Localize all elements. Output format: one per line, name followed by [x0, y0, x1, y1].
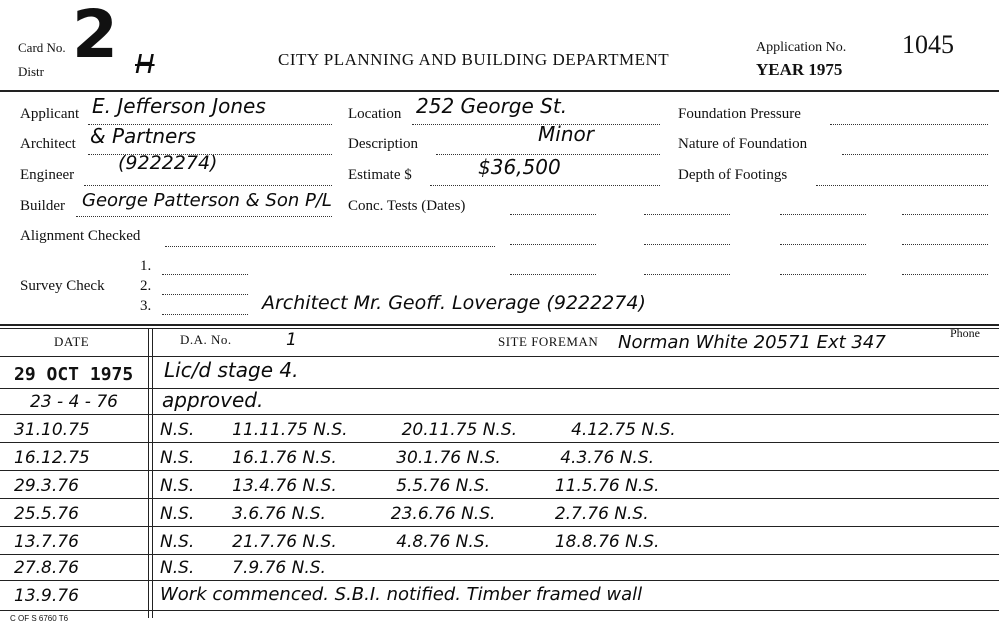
row-entry: N.S. 16.1.76 N.S. 30.1.76 N.S. 4.3.76 N.S. [160, 448, 655, 468]
site-foreman-value: Norman White 20571 Ext 347 [618, 332, 886, 353]
survey-1: 1. [140, 258, 152, 274]
survey-3: 3. [140, 298, 152, 314]
builder-label: Builder [20, 198, 65, 214]
log-top-rule-2 [0, 328, 999, 329]
row-date: 29.3.76 [14, 476, 79, 496]
applicant-label: Applicant [20, 106, 80, 122]
card-no-struck-value: H [135, 50, 155, 80]
da-no-value: 1 [286, 330, 297, 350]
location-value: 252 George St. [416, 94, 568, 118]
depth-footings-label: Depth of Footings [678, 167, 788, 183]
row-date: 25.5.76 [14, 504, 79, 524]
location-label: Location [348, 106, 402, 122]
row-date: 16.12.75 [14, 448, 90, 468]
log-date-divider [148, 328, 149, 618]
form-code: C OF S 6760 T6 [10, 614, 69, 623]
engineer-label: Engineer [20, 167, 75, 183]
row-date: 13.7.76 [14, 532, 79, 552]
application-no-value: 1045 [902, 30, 954, 59]
row-date: 13.9.76 [14, 586, 79, 606]
department-title: CITY PLANNING AND BUILDING DEPARTMENT [278, 50, 670, 69]
log-top-rule [0, 324, 999, 326]
alignment-label: Alignment Checked [20, 228, 141, 244]
year-label: YEAR 1975 [756, 60, 843, 79]
application-no-label: Application No. [756, 40, 847, 55]
estimate-label: Estimate $ [348, 167, 412, 183]
district-label: Distr [18, 64, 44, 79]
engineer-value: (9222274) [118, 152, 218, 174]
architect-value: & Partners [90, 124, 196, 148]
log-header-rule [0, 356, 999, 357]
row-entry: N.S. 21.7.76 N.S. 4.8.76 N.S. 18.8.76 N.S. [160, 532, 660, 552]
foundation-pressure-label: Foundation Pressure [678, 106, 801, 122]
log-date-divider-2 [152, 328, 153, 618]
row-date: 31.10.75 [14, 420, 90, 440]
architect-label: Architect [20, 136, 76, 152]
description-value: Minor [538, 122, 594, 146]
row-entry: approved. [162, 388, 264, 412]
row-entry: N.S. 3.6.76 N.S. 23.6.76 N.S. 2.7.76 N.S. [160, 504, 649, 524]
description-label: Description [348, 136, 418, 152]
da-no-header: D.A. No. [180, 332, 232, 347]
date-header: DATE [54, 334, 90, 349]
card-no-label: Card No. [18, 40, 66, 55]
survey-3-value: Architect Mr. Geoff. Loverage (9222274) [262, 292, 646, 314]
row-entry: N.S. 7.9.76 N.S. [160, 558, 326, 578]
row-entry: N.S. 13.4.76 N.S. 5.5.76 N.S. 11.5.76 N.S. [160, 476, 660, 496]
row-date: 23 - 4 - 76 [30, 392, 118, 412]
header-divider [0, 90, 999, 92]
phone-header: Phone [950, 326, 980, 340]
row-entry: Work commenced. S.B.I. notified. Timber framed wall [160, 584, 643, 605]
site-foreman-header: SITE FOREMAN [498, 334, 599, 349]
survey-2: 2. [140, 278, 152, 294]
conc-tests-label: Conc. Tests (Dates) [348, 198, 466, 214]
row-entry: N.S. 11.11.75 N.S. 20.11.75 N.S. 4.12.75 N.S. [160, 420, 676, 440]
builder-value: George Patterson & Son P/L [82, 190, 332, 211]
card-no-value: 2 [72, 0, 118, 73]
estimate-value: $36,500 [478, 155, 561, 179]
row-date: 27.8.76 [14, 558, 79, 578]
survey-label: Survey Check [20, 278, 105, 294]
nature-foundation-label: Nature of Foundation [678, 136, 808, 152]
row-entry: Lic/d stage 4. [164, 358, 299, 382]
applicant-value: E. Jefferson Jones [92, 94, 266, 118]
row-date: 29 OCT 1975 [14, 364, 134, 385]
